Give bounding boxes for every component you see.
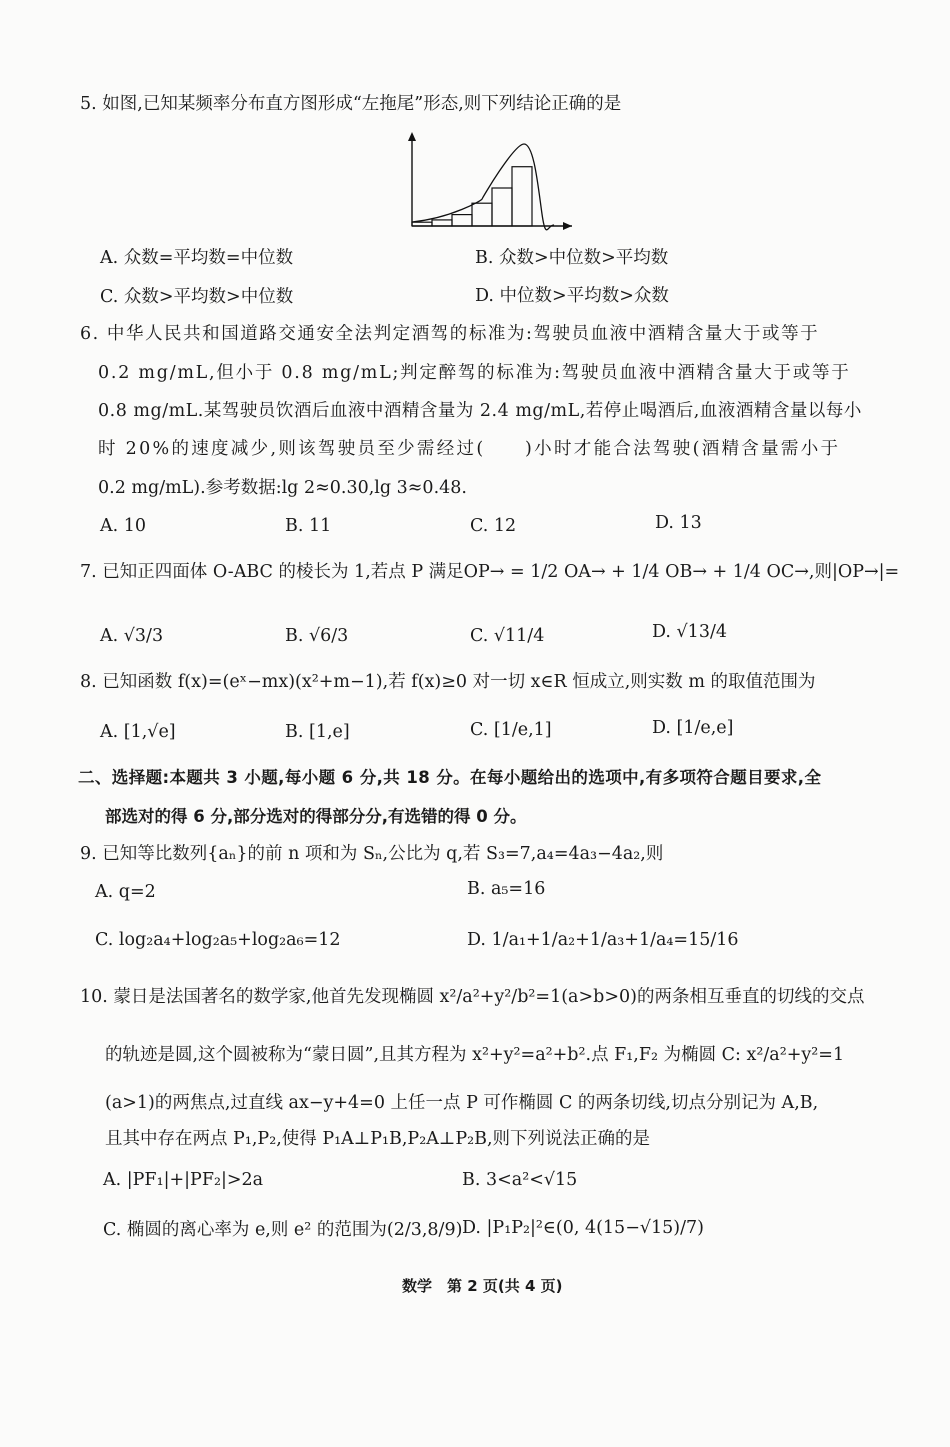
histogram-bar — [412, 222, 432, 226]
q6-line-1: 6. 中华人民共和国道路交通安全法判定酒驾的标准为:驾驶员血液中酒精含量大于或等于 — [80, 324, 820, 344]
q5-option-a: A. 众数=平均数=中位数 — [100, 248, 294, 268]
q7-option-a: A. √3/3 — [100, 626, 164, 646]
q6-option-b: B. 11 — [285, 516, 332, 536]
q9-option-a: A. q=2 — [95, 882, 156, 902]
q6-line-3: 0.8 mg/mL.某驾驶员饮酒后血液中酒精含量为 2.4 mg/mL,若停止喝酒后,血液酒精含量以每小 — [98, 401, 862, 421]
q10-option-b: B. 3<a²<√15 — [462, 1170, 578, 1190]
q6-option-a: A. 10 — [100, 516, 147, 536]
q7-option-b: B. √6/3 — [285, 626, 349, 646]
q5-option-d: D. 中位数>平均数>众数 — [475, 286, 669, 306]
histogram-bar — [492, 188, 512, 226]
q7-option-d: D. √13/4 — [652, 622, 727, 642]
q8-stem: 8. 已知函数 f(x)=(eˣ−mx)(x²+m−1),若 f(x)≥0 对一切 x∈R 恒成立,则实数 m 的取值范围为 — [80, 672, 816, 692]
q8-option-d: D. [1/e,e] — [652, 718, 734, 738]
histogram-bar — [512, 167, 532, 226]
y-axis-arrow — [408, 132, 416, 141]
q7-option-c: C. √11/4 — [470, 626, 545, 646]
q9-option-d: D. 1/a₁+1/a₂+1/a₃+1/a₄=15/16 — [467, 930, 739, 950]
q7-stem: 7. 已知正四面体 O-ABC 的棱长为 1,若点 P 满足OP→ = 1/2 OA→ + 1/4 OB→ + 1/4 OC→,则|OP→|= — [80, 562, 900, 582]
histogram-bar — [452, 215, 472, 226]
section-2-heading: 二、选择题:本题共 3 小题,每小题 6 分,共 18 分。在每小题给出的选项中,有多项符合题目要求,全 — [78, 768, 822, 787]
q10-option-a: A. |PF₁|+|PF₂|>2a — [103, 1170, 264, 1190]
q9-option-c: C. log₂a₄+log₂a₅+log₂a₆=12 — [95, 930, 341, 950]
q6-line-2: 0.2 mg/mL,但小于 0.8 mg/mL;判定醉驾的标准为:驾驶员血液中酒精含量大于或等于 — [98, 363, 851, 383]
q6-line-5: 0.2 mg/mL).参考数据:lg 2≈0.30,lg 3≈0.48. — [98, 478, 467, 498]
q8-option-a: A. [1,√e] — [100, 722, 176, 742]
q10-line-1: 10. 蒙日是法国著名的数学家,他首先发现椭圆 x²/a²+y²/b²=1(a>b>0)的两条相互垂直的切线的交点 — [80, 987, 865, 1007]
q6-option-c: C. 12 — [470, 516, 517, 536]
histogram-bar — [472, 203, 492, 226]
q10-line-4: 且其中存在两点 P₁,P₂,使得 P₁A⊥P₁B,P₂A⊥P₂B,则下列说法正确的是 — [105, 1129, 651, 1149]
page-footer: 数学 第 2 页(共 4 页) — [402, 1277, 563, 1295]
density-curve — [412, 144, 554, 230]
histogram-bar — [432, 220, 452, 226]
section-2-instructions: 部选对的得 6 分,部分选对的得部分分,有选错的得 0 分。 — [105, 807, 527, 826]
q5-option-c: C. 众数>平均数>中位数 — [100, 287, 294, 307]
q10-line-2: 的轨迹是圆,这个圆被称为“蒙日圆”,且其方程为 x²+y²=a²+b².点 F₁,F₂ 为椭圆 C: x²/a²+y²=1 — [105, 1045, 845, 1065]
histogram-figure — [400, 128, 600, 238]
x-axis-arrow — [563, 222, 572, 230]
q5-option-b: B. 众数>中位数>平均数 — [475, 248, 669, 268]
q8-option-c: C. [1/e,1] — [470, 720, 552, 740]
q9-stem: 9. 已知等比数列{aₙ}的前 n 项和为 Sₙ,公比为 q,若 S₃=7,a₄=4a₃−4a₂,则 — [80, 844, 664, 864]
q10-option-c: C. 椭圆的离心率为 e,则 e² 的范围为(2/3,8/9) — [103, 1220, 463, 1240]
q6-option-d: D. 13 — [655, 513, 702, 533]
q9-option-b: B. a₅=16 — [467, 879, 546, 899]
q8-option-b: B. [1,e] — [285, 722, 350, 742]
q10-line-3: (a>1)的两焦点,过直线 ax−y+4=0 上任一点 P 可作椭圆 C 的两条切线,切点分别记为 A,B, — [105, 1093, 819, 1113]
q5-stem: 5. 如图,已知某频率分布直方图形成“左拖尾”形态,则下列结论正确的是 — [80, 94, 622, 114]
q10-option-d: D. |P₁P₂|²∈(0, 4(15−√15)/7) — [462, 1218, 704, 1238]
q6-line-4: 时 20%的速度减少,则该驾驶员至少需经过( )小时才能合法驾驶(酒精含量需小于 — [98, 439, 841, 459]
